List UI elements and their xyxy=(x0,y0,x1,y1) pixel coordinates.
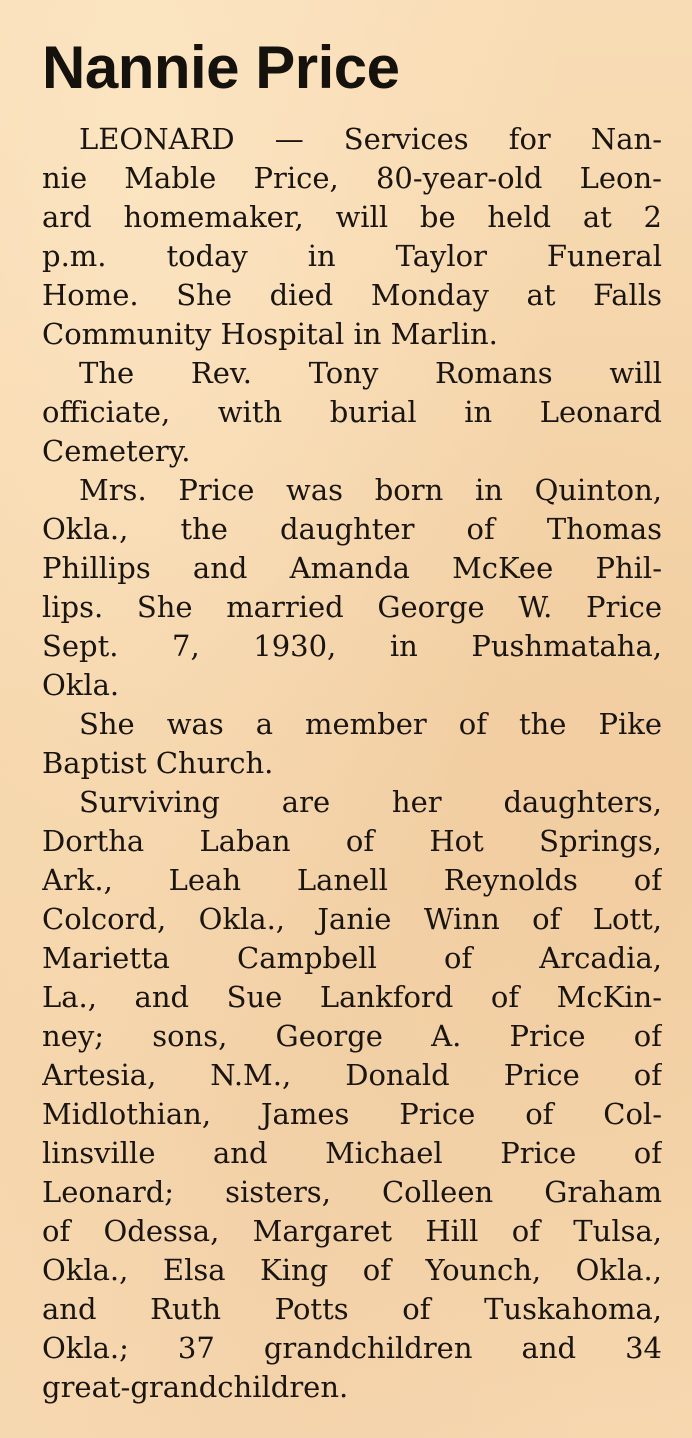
obituary-line: and Ruth Potts of Tuskahoma, xyxy=(42,1292,662,1326)
obituary-line: Ark., Leah Lanell Reynolds of xyxy=(42,863,662,897)
obituary-line: Surviving are her daughters, xyxy=(79,785,662,819)
obituary-line: Okla. xyxy=(42,668,120,702)
obituary-line: Cemetery. xyxy=(42,434,191,468)
obituary-line: Dortha Laban of Hot Springs, xyxy=(42,824,662,858)
obituary-line: Community Hospital in Marlin. xyxy=(42,317,498,351)
obituary-line: Marietta Campbell of Arcadia, xyxy=(42,941,662,975)
obituary-line: nie Mable Price, 80-year-old Leon- xyxy=(42,161,662,195)
obituary-line: ard homemaker, will be held at 2 xyxy=(42,200,662,234)
obituary-line: Phillips and Amanda McKee Phil- xyxy=(42,551,662,585)
obituary-line: p.m. today in Taylor Funeral xyxy=(42,239,662,273)
obituary-line: Midlothian, James Price of Col- xyxy=(42,1097,662,1131)
obituary-line: linsville and Michael Price of xyxy=(42,1136,662,1170)
obituary-line: Leonard; sisters, Colleen Graham xyxy=(42,1175,662,1209)
obituary-line: Okla., Elsa King of Younch, Okla., xyxy=(42,1253,662,1287)
obituary-line: LEONARD — Services for Nan- xyxy=(79,122,662,156)
obituary-headline: Nannie Price xyxy=(42,34,400,101)
obituary-line: Baptist Church. xyxy=(42,746,274,780)
obituary-line: ney; sons, George A. Price of xyxy=(42,1019,662,1053)
obituary-line: Sept. 7, 1930, in Pushmataha, xyxy=(42,629,662,663)
obituary-line: She was a member of the Pike xyxy=(79,707,662,741)
obituary-line: great-grandchildren. xyxy=(42,1370,349,1404)
obituary-line: Okla., the daughter of Thomas xyxy=(42,512,662,546)
obituary-line: Home. She died Monday at Falls xyxy=(42,278,662,312)
obituary-body xyxy=(42,120,662,1407)
obituary-line: The Rev. Tony Romans will xyxy=(79,356,662,390)
obituary-line: Okla.; 37 grandchildren and 34 xyxy=(42,1331,662,1365)
obituary-line: La., and Sue Lankford of McKin- xyxy=(42,980,662,1014)
obituary-line: Colcord, Okla., Janie Winn of Lott, xyxy=(42,902,662,936)
obituary-line: Artesia, N.M., Donald Price of xyxy=(42,1058,662,1092)
obituary-line: of Odessa, Margaret Hill of Tulsa, xyxy=(42,1214,662,1248)
obituary-line: officiate, with burial in Leonard xyxy=(42,395,662,429)
obituary-line: Mrs. Price was born in Quinton, xyxy=(79,473,662,507)
obituary-line: lips. She married George W. Price xyxy=(42,590,662,624)
